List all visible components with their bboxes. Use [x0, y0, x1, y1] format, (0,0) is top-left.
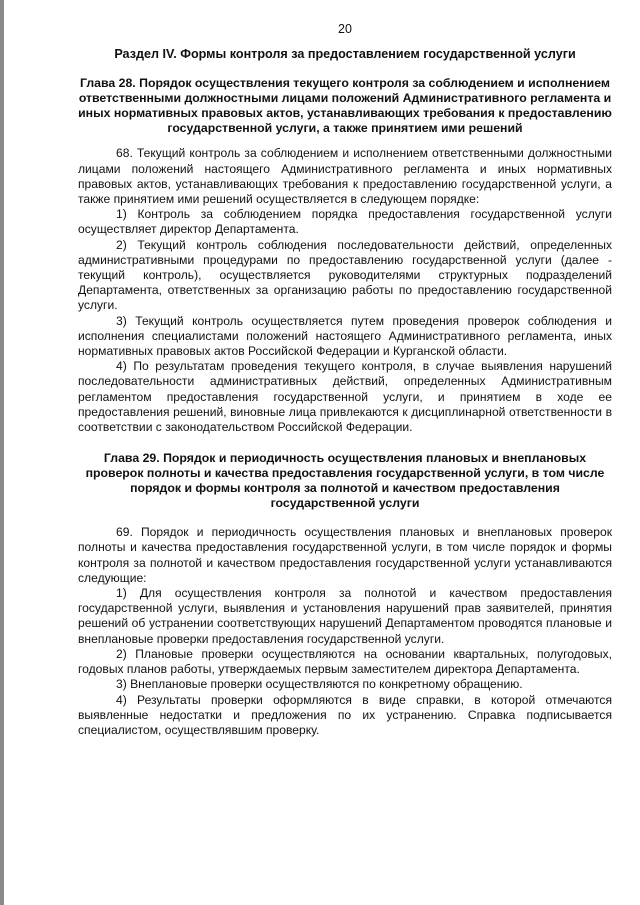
- paragraph-68-item-1: 1) Контроль за соблюдением порядка предоставления государственной услуги осуществляет директор Департамента.: [78, 207, 612, 237]
- paragraph-68-item-2: 2) Текущий контроль соблюдения последовательности действий, определенных административными процедурами по предоставлению государственной услуги (далее - текущий контроль), осуществляется руководителями структурных подразделений Департамента, ответственных за организацию работы по предоставлению государственной услуги.: [78, 237, 612, 313]
- paragraph-69: 69. Порядок и периодичность осуществления плановых и внеплановых проверок полноты и качества предоставления государственной услуги, в том числе порядок и формы контроля за полнотой и качеством предоставления государственной услуги устанавливаются следующие:: [78, 525, 612, 585]
- page-number: 20: [338, 22, 352, 36]
- paragraph-69-item-3: 3) Внеплановые проверки осуществляются по конкретному обращению.: [116, 677, 523, 692]
- paragraph-69-item-2: 2) Плановые проверки осуществляются на основании квартальных, полугодовых, годовых планов работы, утверждаемых первым заместителем директора Департамента.: [78, 646, 612, 677]
- paragraph-69-item-4: 4) Результаты проверки оформляются в виде справки, в которой отмечаются выявленные недостатки и предложения по их устранению. Справка подписывается специалистом, осуществлявшим проверку.: [78, 692, 612, 737]
- section-title: Раздел IV. Формы контроля за предоставлением государственной услуги: [114, 47, 576, 62]
- paragraph-68-item-3: 3) Текущий контроль осуществляется путем проведения проверок соблюдения и исполнения специалистами положений настоящего Административного регламента, иных нормативных правовых актов Российской Федерации и Курганской области.: [78, 313, 612, 359]
- paragraph-69-item-1: 1) Для осуществления контроля за полнотой и качеством предоставления государственной услуги, выявления и установления нарушений прав заявителей, принятия решений об устранении соответствующих нарушений Департаментом проводятся плановые и внеплановые проверки предоставления государственной услуги.: [78, 586, 612, 646]
- paragraph-68: 68. Текущий контроль за соблюдением и исполнением ответственными должностными лицами положений настоящего Административного регламента и иных нормативных правовых актов, устанавливающих требования к предоставлению государственной услуги, а также принятием ими решений осуществляется в следующем порядке:: [78, 146, 612, 207]
- paragraph-68-item-4: 4) По результатам проведения текущего контроля, в случае выявления нарушений последовательности административных действий, определенных Административным регламентом предоставления государственной услуги, и принятием в ходе ее предоставления решений, виновные лица привлекаются к дисциплинарной ответственности в соответствии с законодательством Российской Федерации.: [78, 359, 612, 435]
- chapter-28-title: Глава 28. Порядок осуществления текущего контроля за соблюдением и исполнением ответственными должностными лицами положений Административного регламента и иных нормативных правовых актов, устанавливающих требования к предоставлению государственной услуги, а также принятием ими решений: [78, 76, 612, 136]
- chapter-29-title: Глава 29. Порядок и периодичность осуществления плановых и внеплановых проверок полноты и качества предоставления государственной услуги, в том числе порядок и формы контроля за полнотой и качеством предоставления государственной услуги: [85, 451, 605, 511]
